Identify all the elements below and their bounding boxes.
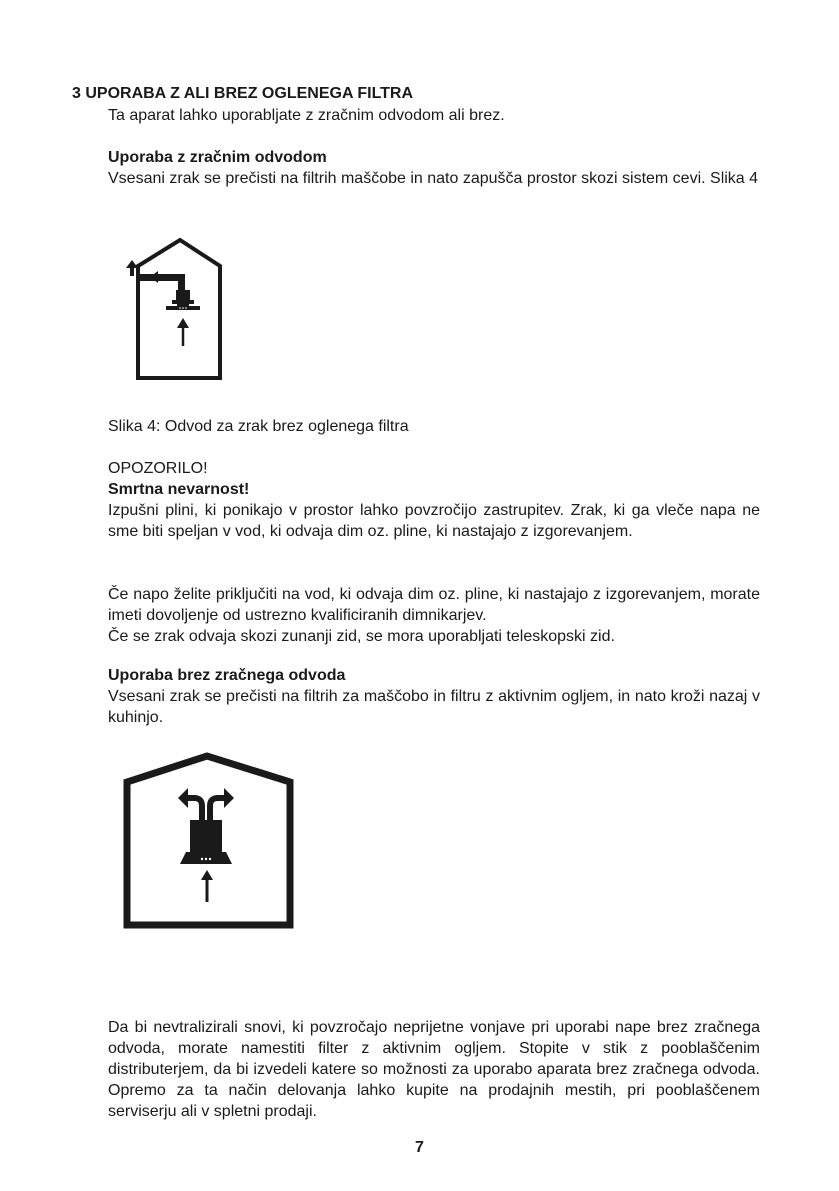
warning-label: OPOZORILO! [108, 460, 208, 477]
house-extractor-recirculation-icon [122, 744, 298, 930]
warning-heading: Smrtna nevarnost! [108, 481, 250, 498]
with-duct-heading: Uporaba z zračnim odvodom [108, 149, 327, 166]
section-title: 3 UPORABA Z ALI BREZ OGLENEGA FILTRA [72, 85, 414, 102]
section-intro: Ta aparat lahko uporabljate z zračnim odvodom ali brez. [108, 107, 505, 124]
with-duct-text: Vsesani zrak se prečisti na filtrih maščobe in nato zapušča prostor skozi sistem cevi. Slika 4 [108, 170, 759, 187]
without-duct-text: Vsesani zrak se prečisti na filtrih za maščobo in filtru z aktivnim ogljem, in nato kroži nazaj v kuhinjo. [108, 688, 760, 726]
warning-paragraph-3: Če se zrak odvaja skozi zunanji zid, se mora uporabljati teleskopski zid. [108, 628, 615, 645]
warning-paragraph-2: Če napo želite priključiti na vod, ki odvaja dim oz. pline, ki nastajajo z izgorevanjem, morate imeti dovoljenje od ustrezno kvalificiranih dimnikarjev. [108, 586, 760, 624]
figure-4-caption: Slika 4: Odvod za zrak brez oglenega filtra [108, 418, 409, 435]
warning-paragraph-1: Izpušni plini, ki ponikajo v prostor lahko povzročijo zastrupitev. Zrak, ki ga vleče napa ne sme biti speljan v vod, ki odvaja dim oz. pline, ki nastajajo z izgorevanjem. [108, 502, 760, 540]
closing-paragraph: Da bi nevtralizirali snovi, ki povzročajo neprijetne vonjave pri uporabi nape brez zračnega odvoda, morate namestiti filter z aktivnim ogljem. Stopite v stik z pooblaščenim distributerjem, da bi izvedeli katere so možnosti za uporabo aparata brez zračnega odvoda. Opremo za ta način delovanja lahko kupite na prodajnih mestih, pri pooblaščenem serviserju ali v spletni prodaji. [108, 1019, 760, 1120]
without-duct-heading: Uporaba brez zračnega odvoda [108, 667, 346, 684]
page-number: 7 [415, 1139, 424, 1156]
house-extractor-duct-outside-icon [120, 228, 242, 383]
